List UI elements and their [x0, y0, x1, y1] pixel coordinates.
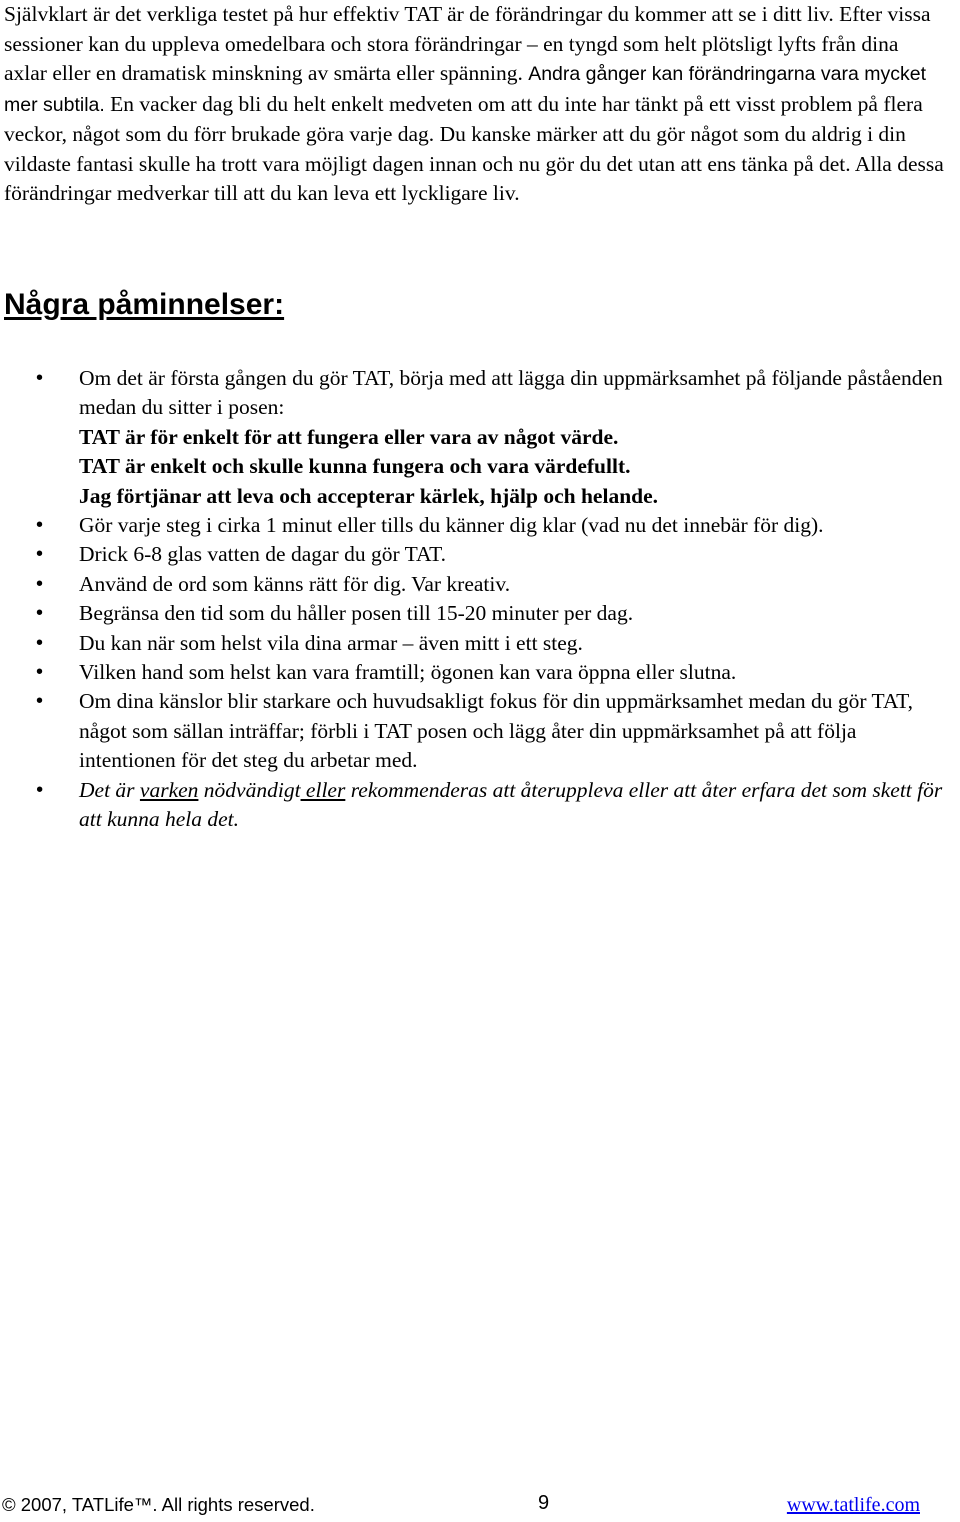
statement-3: Jag förtjänar att leva och accepterar kärlek, hjälp och helande.	[79, 483, 659, 508]
section-heading: Några påminnelser:	[4, 288, 285, 321]
intro-sentence-3: En vacker dag bli du helt enkelt medveten om att du inte har tänkt på ett visst problem på flera veckor, något som du förr brukade göra varje dag.	[4, 91, 923, 146]
intro-paragraph	[4, 0, 944, 209]
underlined-word-eller: eller	[300, 777, 346, 802]
list-item: • Gör varje steg i cirka 1 minut eller tills du känner dig klar (vad nu det innebär för dig).	[0, 511, 945, 540]
list-item	[0, 776, 945, 835]
list-item: • Om dina känslor blir starkare och huvudsakligt fokus för din uppmärksamhet medan du gör TAT, något som sällan inträffar; förbli i TAT posen och lägg åter din uppmärksamhet på att följa intentionen för det steg du arbetar med.	[0, 687, 945, 775]
statement-1: TAT är för enkelt för att fungera eller vara av något värde.	[79, 424, 619, 449]
reminders-list	[0, 364, 945, 835]
list-item: • Vilken hand som helst kan vara framtill; ögonen kan vara öppna eller slutna.	[0, 658, 945, 687]
intro-sentence-4: Du kanske märker att du gör något som du aldrig i din vildaste fantasi skulle ha trott vara möjligt dagen innan och nu gör du det utan att ens tänka på det. Alla dessa förändringar medverkar till att du kan leva ett lyckligare liv.	[4, 122, 944, 205]
intro-sentence-1: Självklart är det verkliga testet på hur effektiv TAT är de förändringar du kommer att se i ditt liv. Efter vissa sessioner kan du uppleva omedelbara och stora förändringar – en tyngd som helt plötsligt lyfts från dina axlar eller en dramatisk minskning av smärta eller spänning.	[4, 2, 931, 85]
copyright-notice: © 2007, TATLife™. All rights reserved.	[2, 1494, 315, 1515]
website-link[interactable]: www.tatlife.com	[786, 1494, 920, 1516]
list-item: • Du kan när som helst vila dina armar – även mitt i ett steg.	[0, 629, 945, 658]
item9-part: nödvändigt	[198, 777, 301, 802]
reminder-text: Om det är första gången du gör TAT, börja med att lägga din uppmärksamhet på följande påståenden medan du sitter i posen:	[79, 366, 943, 420]
page-number: 9	[538, 1492, 550, 1514]
list-item: • Begränsa den tid som du håller posen till 15-20 minuter per dag.	[0, 599, 945, 628]
item9-part: Det är	[79, 777, 140, 802]
list-item: • Drick 6-8 glas vatten de dagar du gör TAT.	[0, 540, 945, 569]
document-page	[4, 0, 944, 209]
statement-2: TAT är enkelt och skulle kunna fungera och vara värdefullt.	[79, 454, 631, 479]
underlined-word-varken: varken	[139, 777, 199, 802]
list-item	[0, 364, 945, 511]
item9-part: rekommenderas att återuppleva eller att åter erfara det som skett för att kunna hela det.	[79, 777, 943, 832]
list-item: • Använd de ord som känns rätt för dig. Var kreativ.	[0, 570, 945, 599]
intro-sentence-2: Andra gånger kan förändringarna vara mycket mer subtila.	[4, 63, 927, 116]
page-footer	[0, 1494, 940, 1522]
